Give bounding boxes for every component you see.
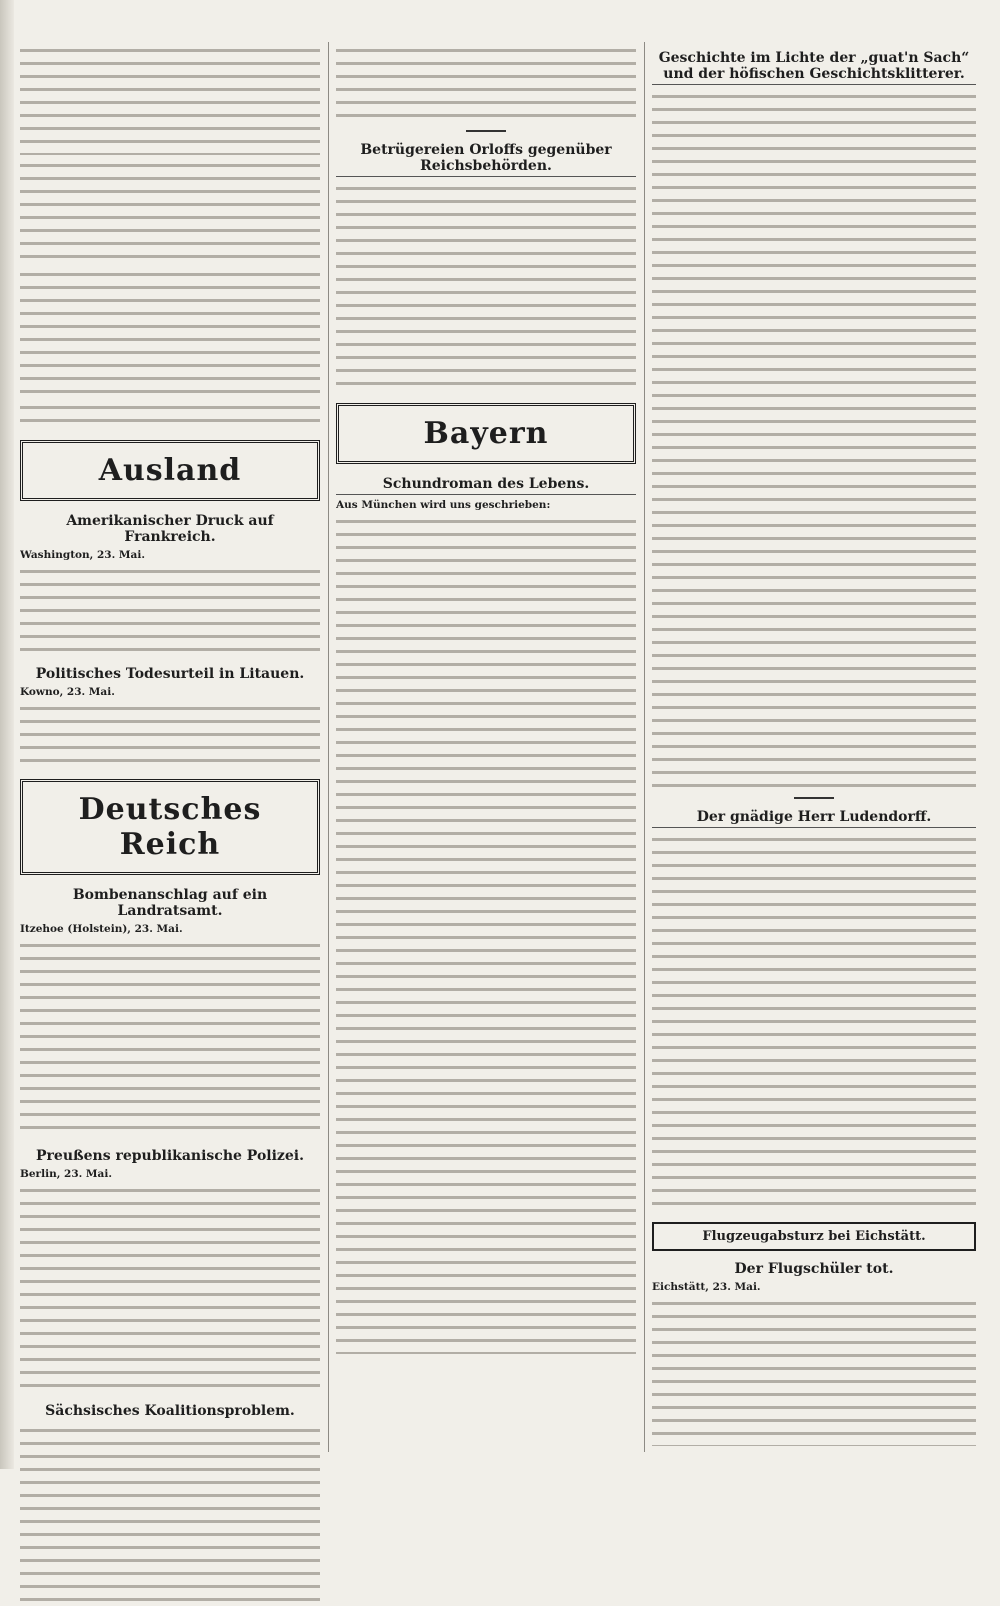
text-block <box>652 832 976 1212</box>
headline: Amerikanischer Druck auf Frankreich. <box>66 513 274 545</box>
page-edge <box>0 0 14 1469</box>
text-block <box>652 89 976 789</box>
headline: Der gnädige Herr Ludendorff. <box>652 809 976 828</box>
text-block <box>20 400 320 428</box>
column-rule <box>328 42 329 1452</box>
column-rule <box>644 42 645 1452</box>
dateline: Berlin, 23. Mai. <box>20 1168 113 1180</box>
text-block <box>20 701 320 767</box>
text-block <box>20 938 320 1138</box>
headline: Betrügereien Orloffs gegenüber Reichsbehörden. <box>336 142 636 177</box>
text-block <box>20 158 320 264</box>
dateline: Eichstätt, 23. Mai. <box>652 1281 761 1293</box>
text-block <box>20 267 320 397</box>
text-block <box>336 82 636 122</box>
text-block <box>652 1296 976 1446</box>
divider <box>466 130 506 132</box>
subheadline: Der Flugschüler tot. <box>734 1261 894 1277</box>
text-block <box>20 564 320 656</box>
headline: Geschichte im Lichte der „guat'n Sach“ und der höfischen Geschichtsklitterer. <box>652 50 976 85</box>
column-left <box>20 40 320 1606</box>
section-header-ausland: Ausland <box>20 440 320 501</box>
section-header-bayern: Bayern <box>336 403 636 464</box>
text-block <box>20 1423 320 1603</box>
text-block <box>20 43 320 155</box>
headline: Schundroman des Lebens. <box>336 476 636 495</box>
text-block <box>20 1183 320 1393</box>
column-right <box>652 40 976 1449</box>
dateline: Kowno, 23. Mai. <box>20 686 115 698</box>
dateline: Washington, 23. Mai. <box>20 549 145 561</box>
headline: Sächsisches Koalitionsproblem. <box>45 1403 295 1419</box>
dateline: Aus München wird uns geschrieben: <box>336 499 551 511</box>
headline: Bombenanschlag auf ein Landratsamt. <box>72 887 268 919</box>
text-block <box>336 43 636 79</box>
text-block <box>336 181 636 391</box>
text-block <box>336 514 636 1354</box>
headline: Politisches Todesurteil in Litauen. <box>35 666 305 682</box>
headline: Preußens republikanische Polizei. <box>36 1148 304 1164</box>
dateline: Itzehoe (Holstein), 23. Mai. <box>20 923 183 935</box>
divider <box>794 797 834 799</box>
column-middle <box>336 40 636 1357</box>
section-header-deutsches-reich: Deutsches Reich <box>20 779 320 875</box>
headline: Flugzeugabsturz bei Eichstätt. <box>652 1222 976 1251</box>
